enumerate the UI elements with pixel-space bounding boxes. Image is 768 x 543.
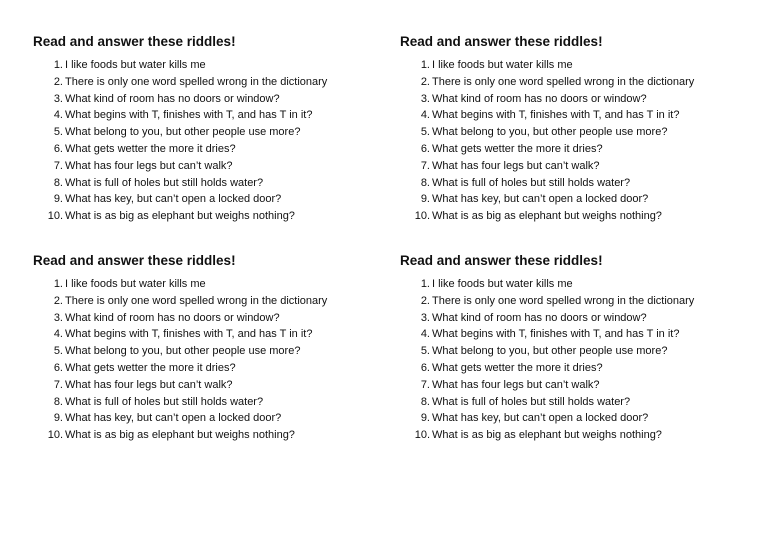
riddle-text: What has key, but can’t open a locked door? (432, 412, 649, 425)
riddle-text: I like foods but water kills me (65, 59, 206, 71)
riddle-number: 7. (53, 159, 63, 172)
riddle-item (33, 410, 383, 427)
riddle-text: What gets wetter the more it dries? (65, 142, 236, 155)
riddle-number: 7. (420, 378, 430, 391)
block-title: Read and answer these riddles! (33, 253, 236, 268)
block-title: Read and answer these riddles! (400, 253, 603, 268)
riddle-number: 7. (53, 378, 63, 391)
riddle-list (33, 57, 383, 225)
riddle-text: What is as big as elephant but weighs nothing? (65, 210, 295, 223)
riddle-item (33, 208, 383, 225)
riddle-number: 4. (420, 328, 430, 341)
riddle-item (33, 175, 383, 192)
riddle-number: 1. (53, 278, 63, 290)
riddle-item (400, 410, 750, 427)
riddle-number: 5. (53, 345, 63, 358)
riddle-number: 10. (47, 429, 63, 442)
riddle-number: 6. (53, 361, 63, 374)
riddle-item (400, 377, 750, 394)
riddle-item (33, 293, 383, 310)
riddle-number: 1. (53, 59, 63, 71)
riddle-item (400, 158, 750, 175)
riddle-item (33, 124, 383, 141)
riddle-text: What has four legs but can’t walk? (432, 378, 600, 391)
riddle-number: 10. (414, 429, 430, 442)
riddle-text: There is only one word spelled wrong in the dictionary (65, 75, 328, 88)
riddle-item (400, 91, 750, 108)
riddle-number: 6. (420, 361, 430, 374)
riddle-item (400, 293, 750, 310)
riddle-number: 1. (420, 278, 430, 290)
riddle-text: What has key, but can’t open a locked door? (432, 193, 649, 206)
riddle-text: What is full of holes but still holds water? (65, 176, 264, 189)
riddle-text: What gets wetter the more it dries? (432, 361, 603, 374)
riddle-block-bottom-left (33, 253, 383, 444)
riddle-item (400, 124, 750, 141)
riddle-text: What is full of holes but still holds water? (432, 395, 631, 408)
riddle-number: 4. (53, 328, 63, 341)
riddle-text: What has four legs but can’t walk? (65, 159, 233, 172)
riddle-item (33, 394, 383, 411)
riddle-number: 8. (53, 176, 63, 189)
riddle-list (400, 57, 750, 225)
riddle-number: 3. (420, 311, 430, 324)
riddle-text: What gets wetter the more it dries? (432, 142, 603, 155)
riddle-item (33, 343, 383, 360)
riddle-block-top-left (33, 34, 383, 225)
block-title: Read and answer these riddles! (400, 34, 603, 49)
riddle-text: What has four legs but can’t walk? (65, 378, 233, 391)
riddle-number: 5. (420, 126, 430, 139)
riddle-text: What belong to you, but other people use more? (432, 345, 668, 358)
riddle-text: What has key, but can’t open a locked door? (65, 412, 282, 425)
riddle-text: What is as big as elephant but weighs nothing? (432, 429, 662, 442)
riddle-block-top-right (400, 34, 750, 225)
riddle-item (400, 427, 750, 444)
riddle-text: What is full of holes but still holds water? (65, 395, 264, 408)
riddle-item (400, 276, 750, 293)
riddle-item (33, 191, 383, 208)
riddle-text: What kind of room has no doors or window? (65, 311, 280, 324)
riddle-number: 5. (53, 126, 63, 139)
riddle-item (400, 208, 750, 225)
riddle-text: I like foods but water kills me (65, 278, 206, 290)
riddle-text: What belong to you, but other people use more? (65, 345, 301, 358)
riddle-number: 10. (414, 210, 430, 223)
riddle-item (33, 158, 383, 175)
riddle-list (400, 276, 750, 444)
riddle-item (400, 175, 750, 192)
riddle-text: There is only one word spelled wrong in the dictionary (65, 294, 328, 307)
riddle-number: 4. (420, 109, 430, 122)
riddle-item (400, 191, 750, 208)
riddle-item (33, 74, 383, 91)
riddle-number: 4. (53, 109, 63, 122)
riddle-item (33, 57, 383, 74)
riddle-number: 2. (420, 75, 430, 88)
riddle-text: What begins with T, finishes with T, and has T in it? (65, 109, 313, 122)
riddle-item (33, 326, 383, 343)
riddle-number: 8. (53, 395, 63, 408)
riddle-text: What gets wetter the more it dries? (65, 361, 236, 374)
riddle-item (400, 310, 750, 327)
riddle-item (400, 394, 750, 411)
riddle-item (33, 276, 383, 293)
riddle-item (400, 141, 750, 158)
riddle-item (33, 141, 383, 158)
riddle-text: What is as big as elephant but weighs nothing? (432, 210, 662, 223)
riddle-number: 10. (47, 210, 63, 223)
riddle-text: What is as big as elephant but weighs nothing? (65, 429, 295, 442)
riddle-number: 3. (420, 92, 430, 105)
riddle-item (400, 326, 750, 343)
riddle-number: 9. (53, 412, 63, 425)
riddle-text: I like foods but water kills me (432, 59, 573, 71)
riddle-number: 8. (420, 176, 430, 189)
riddle-number: 9. (420, 193, 430, 206)
riddle-item (400, 360, 750, 377)
riddle-text: What begins with T, finishes with T, and has T in it? (65, 328, 313, 341)
riddle-text: What is full of holes but still holds water? (432, 176, 631, 189)
riddle-item (400, 57, 750, 74)
riddle-text: What belong to you, but other people use more? (65, 126, 301, 139)
riddle-number: 2. (53, 294, 63, 307)
riddle-number: 2. (53, 75, 63, 88)
riddle-text: There is only one word spelled wrong in the dictionary (432, 75, 695, 88)
riddle-item (400, 343, 750, 360)
riddle-item (33, 377, 383, 394)
riddle-number: 9. (420, 412, 430, 425)
riddle-text: What begins with T, finishes with T, and has T in it? (432, 328, 680, 341)
riddle-item (33, 310, 383, 327)
riddle-number: 1. (420, 59, 430, 71)
riddle-number: 9. (53, 193, 63, 206)
riddle-text: What has four legs but can’t walk? (432, 159, 600, 172)
riddle-number: 3. (53, 311, 63, 324)
block-title: Read and answer these riddles! (33, 34, 236, 49)
riddle-list (33, 276, 383, 444)
riddle-text: What kind of room has no doors or window? (432, 311, 647, 324)
riddle-item (400, 74, 750, 91)
riddle-item (33, 427, 383, 444)
riddle-item (33, 360, 383, 377)
riddle-text: I like foods but water kills me (432, 278, 573, 290)
riddle-text: What kind of room has no doors or window? (432, 92, 647, 105)
riddle-block-bottom-right (400, 253, 750, 444)
riddle-item (33, 91, 383, 108)
riddle-number: 8. (420, 395, 430, 408)
riddle-number: 5. (420, 345, 430, 358)
riddle-text: There is only one word spelled wrong in the dictionary (432, 294, 695, 307)
riddle-number: 2. (420, 294, 430, 307)
riddle-text: What has key, but can’t open a locked door? (65, 193, 282, 206)
riddle-number: 3. (53, 92, 63, 105)
riddle-text: What belong to you, but other people use more? (432, 126, 668, 139)
riddle-item (400, 107, 750, 124)
riddle-number: 7. (420, 159, 430, 172)
riddle-item (33, 107, 383, 124)
riddle-number: 6. (420, 142, 430, 155)
riddle-text: What kind of room has no doors or window? (65, 92, 280, 105)
riddle-text: What begins with T, finishes with T, and has T in it? (432, 109, 680, 122)
riddle-number: 6. (53, 142, 63, 155)
